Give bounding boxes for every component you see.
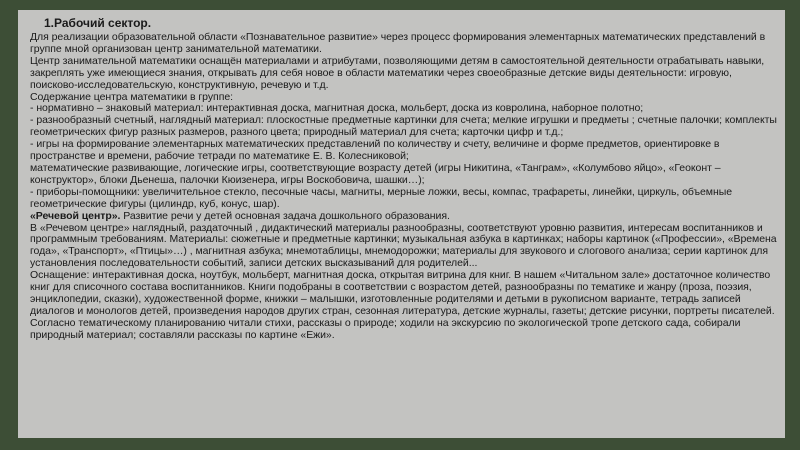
list-item-logic-games: математические развивающие, логические игры, соответствующие возрасту детей (игры Никитина, «Танграм», «Колумбово яйцо», «Геоконт – конструктор», блоки Дьенеша, палочки Кюизенера, игры Воскобовича, шашки…); bbox=[30, 161, 721, 186]
paragraph-equipment: Оснащение: интерактивная доска, ноутбук, мольберт, магнитная доска, открытая витрина для книг. В нашем «Читальном зале» достаточное количество книг для списочного состава воспитанников. Книги подобраны в соответствии с возрастом детей, разнообразны по тематике и жанру (проза, поэзия, энциклопедии, сказки), художественной форме, книжки – малышки, изготовленные родителями и детьми в рукописном варианте, тетрадь записей диалогов и монологов детей, произведения народов других стран, сезонная литература, детские журналы, газеты; детские рисунки, портреты писателей. Согласно тематическому планированию читали стихи, рассказы о природе; ходили на экскурсию по экологической тропе детского сада, собирали природный материал; составляли рассказы по картине «Ежи». bbox=[30, 269, 775, 341]
section-heading: 1.Рабочий сектор. bbox=[44, 16, 152, 30]
content-card bbox=[18, 10, 785, 438]
paragraph-speech-center bbox=[30, 211, 777, 223]
list-item-games: - игры на формирование элементарных математических представлений по количеству и счету, величине и форме предметов, ориентировке в пространстве и времени, рабочие тетради по математике Е. В. Колесниковой; bbox=[30, 138, 720, 163]
speech-center-title: «Речевой центр». bbox=[30, 209, 121, 222]
list-item-devices: - приборы-помощники: увеличительное стекло, песочные часы, магниты, мерные ложки, весы, компас, трафареты, линейки, циркуль, объемные геометрические фигуры (цилиндр, куб, конус, шар). bbox=[30, 185, 733, 210]
paragraph-intro: Для реализации образовательной области «Познавательное развитие» через процесс формирования элементарных математических представлений в группе мной организован центр занимательной математики. bbox=[30, 31, 766, 55]
body-text bbox=[30, 32, 777, 342]
paragraph-contents-title: Содержание центра математики в группе: bbox=[30, 90, 233, 103]
paragraph-speech-materials: В «Речевом центре» наглядный, раздаточный , дидактический материалы разнообразны, соответствуют уровню развития, интересам воспитанников и программным требованиям. Материалы: сюжетные и предметные картинки; музыкальная азбука в картинках; наборы картинок («Профессии», «Времена года», «Транспорт», «Птицы»…) , магнитная азбука; мнемотаблицы, мнемодорожки; материалы для звукового и слогового анализа; серии картинок для установления последовательности событий, записи детских высказываний для родителей... bbox=[30, 221, 777, 270]
list-item-counting-material: - разнообразный счетный, наглядный материал: плоскостные предметные картинки для счета; мелкие игрушки и предметы ; счетные палочки; комплекты геометрических фигур разных размеров, разного цвета; природный материал для счета; карточки цифр и т.д.; bbox=[30, 114, 777, 139]
speech-center-intro: Развитие речи у детей основная задача дошкольного образования. bbox=[120, 209, 450, 222]
list-item-normative: - нормативно – знаковый материал: интерактивная доска, магнитная доска, мольберт, доска из ковролина, наборное полотно; bbox=[30, 102, 644, 115]
paragraph-center-description: Центр занимательной математики оснащён материалами и атрибутами, позволяющими детям в самостоятельной деятельности отрабатывать навыки, закреплять уже имеющиеся знания, открывать для себя новое в области математики через своеобразные детские виды деятельности: игровую, поисково-исследовательскую, конструктивную, речевую и т.д. bbox=[30, 54, 765, 91]
